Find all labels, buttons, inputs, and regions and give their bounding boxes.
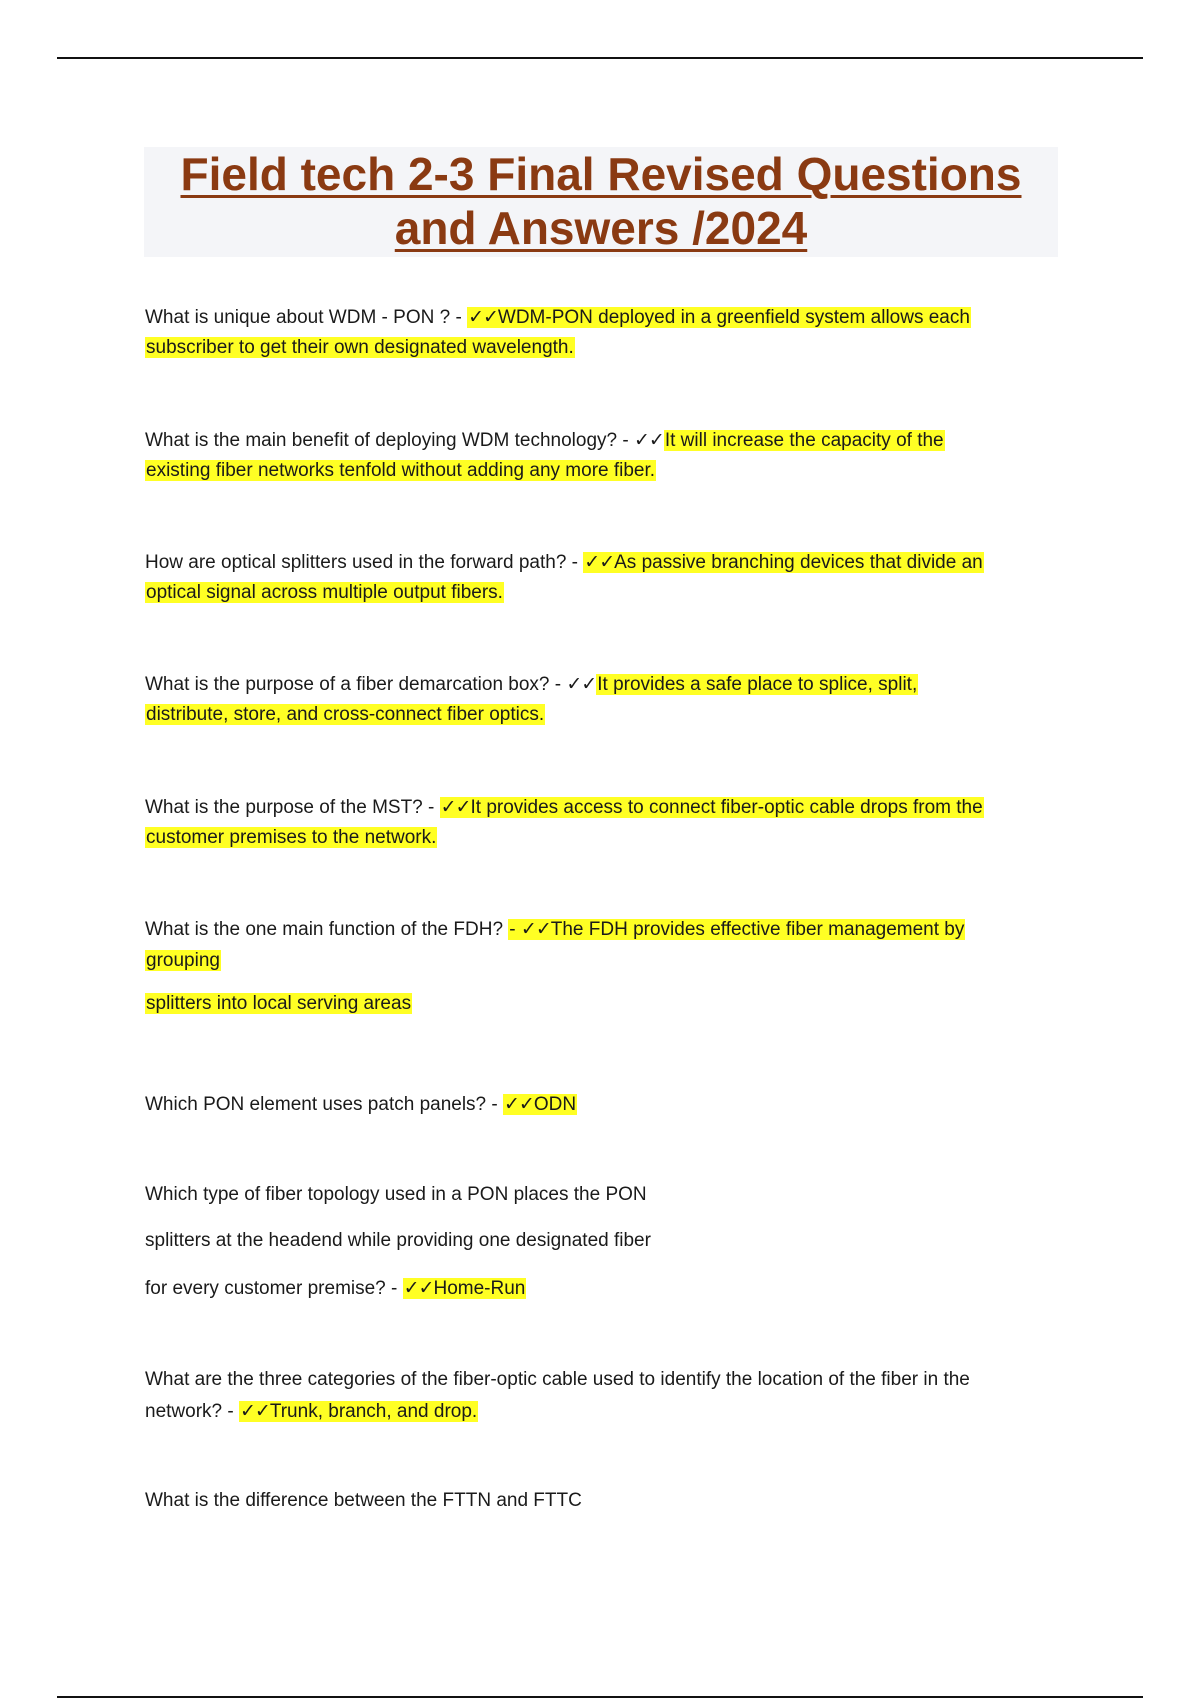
check-mark-icon: ✓✓ [584,552,615,573]
answer-text: Trunk, branch, and drop. [269,1401,478,1422]
check-mark-icon: ✓✓ [403,1278,434,1299]
answer-text: It will increase the capacity of the [664,430,944,451]
answer-text: ODN [533,1094,577,1115]
qa-line [145,1091,577,1118]
answer-highlight [239,1401,478,1422]
answer-highlight [664,430,945,451]
qa-line [145,1487,582,1514]
document-title [144,147,1058,257]
answer-text: It provides access to connect fiber-optic cable drops from the [470,797,983,818]
answer-text: distribute, store, and cross-connect fiber optics. [146,704,545,725]
title-line-2: and Answers /2024 [394,202,808,254]
question-text: What are the three categories of the fiber-optic cable used to identify the location of the fiber in the [145,1369,970,1390]
question-text: What is unique about WDM - PON ? - [145,307,468,328]
top-rule [57,57,1143,59]
question-text: How are optical splitters used in the forward path? - [145,552,584,573]
answer-highlight [145,950,221,971]
answer-text: The FDH provides effective fiber management by [550,919,965,940]
answer-text: grouping [146,950,220,971]
question-text: What is the main benefit of deploying WDM technology? - [145,430,634,451]
qa-line [145,824,437,851]
answer-highlight [145,337,575,358]
answer-text: Home-Run [433,1278,526,1299]
qa-line [145,916,965,943]
check-mark-icon: ✓✓ [468,307,498,328]
qa-line [145,1275,526,1302]
answer-highlight [467,307,971,328]
answer-highlight [508,919,965,940]
question-text: What is the purpose of a fiber demarcation box? - [145,674,567,695]
answer-text: splitters into local serving areas [146,993,412,1014]
answer-highlight [145,827,437,848]
question-text: What is the one main function of the FDH? [145,919,509,940]
answer-highlight [403,1278,527,1299]
answer-highlight [503,1094,577,1115]
answer-highlight [145,460,656,481]
bottom-rule [57,1696,1143,1698]
answer-text: It provides a safe place to splice, split, [597,674,918,695]
qa-line [145,990,412,1017]
qa-line [145,334,575,361]
answer-text: existing fiber networks tenfold without adding any more fiber. [146,460,656,481]
qa-line [145,794,984,821]
answer-text: As passive branching devices that divide an [614,552,983,573]
qa-line [145,579,504,606]
qa-line [145,701,545,728]
check-mark-icon: ✓✓ [239,1401,270,1422]
qa-line [145,1227,651,1254]
qa-line [145,671,918,698]
question-text: network? - [145,1401,239,1422]
question-text: splitters at the headend while providing one designated fiber [145,1230,651,1251]
answer-dash: - [509,919,521,940]
qa-line [145,1366,970,1393]
qa-line [145,947,221,974]
qa-line [145,1398,478,1425]
qa-line [145,427,945,454]
answer-highlight [145,704,545,725]
answer-highlight [583,552,983,573]
answer-highlight [440,797,984,818]
answer-text: WDM-PON deployed in a greenfield system allows each [497,307,970,328]
qa-line [145,1181,647,1208]
check-mark-icon: ✓✓ [566,674,597,695]
question-text: What is the purpose of the MST? - [145,797,440,818]
question-text: for every customer premise? - [145,1278,403,1299]
title-line-1: Field tech 2-3 Final Revised Questions [180,148,1022,200]
qa-line [145,549,984,576]
question-text: Which PON element uses patch panels? - [145,1094,504,1115]
answer-highlight [145,993,412,1014]
qa-line [145,304,971,331]
answer-highlight [145,582,504,603]
question-text: What is the difference between the FTTN and FTTC [145,1490,582,1511]
check-mark-icon: ✓✓ [440,797,471,818]
check-mark-icon: ✓✓ [504,1094,534,1115]
answer-text: customer premises to the network. [146,827,437,848]
answer-highlight [596,674,918,695]
check-mark-icon: ✓✓ [633,430,664,451]
question-text: Which type of fiber topology used in a PON places the PON [145,1184,647,1205]
answer-text: subscriber to get their own designated wavelength. [146,337,574,358]
qa-line [145,457,656,484]
answer-text: optical signal across multiple output fibers. [146,582,503,603]
check-mark-icon: ✓✓ [520,919,551,940]
